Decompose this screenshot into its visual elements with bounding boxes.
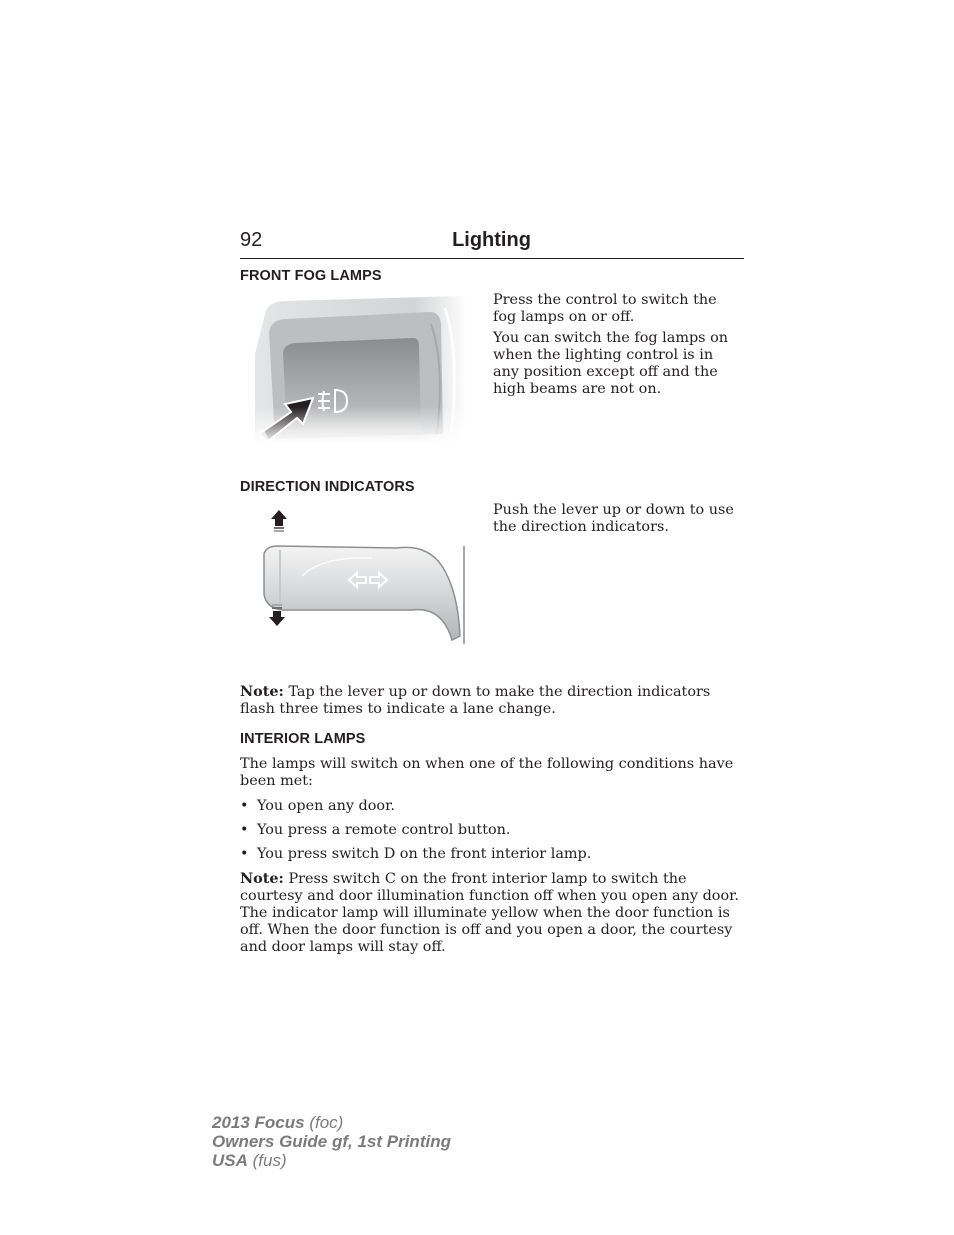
note-label: Note: xyxy=(240,683,284,700)
header-rule xyxy=(240,258,744,259)
note-label: Note: xyxy=(240,870,284,887)
section-heading-front-fog-lamps: FRONT FOG LAMPS xyxy=(240,268,382,284)
note-lane-change xyxy=(240,683,745,718)
direction-indicators-instruction: Push the lever up or down to use the direction indicators. xyxy=(493,502,734,535)
footer: 2013 Focus (foc) Owners Guide gf, 1st Printing USA (fus) xyxy=(212,1113,451,1170)
list-item: • You press switch D on the front interior lamp. xyxy=(240,846,592,862)
section-heading-interior-lamps: INTERIOR LAMPS xyxy=(240,731,366,747)
note-text: Press switch C on the front interior lamp to switch the courtesy and door illumination function off when you open any door. The indicator lamp will illuminate yellow when the door function is off. When the door function is off and you open a door, the courtesy and door lamps will stay off. xyxy=(240,871,740,955)
direction-indicator-lever-illustration xyxy=(262,506,468,646)
bullet-symbol: • xyxy=(240,822,249,838)
list-item: • You press a remote control button. xyxy=(240,822,511,838)
page-number: 92 xyxy=(240,229,263,251)
fog-lamps-condition: You can switch the fog lamps on when the lighting control is in any position except off and the high beams are not on. xyxy=(493,330,729,397)
fog-lamp-switch-illustration xyxy=(255,294,467,444)
note-door-function xyxy=(240,870,745,956)
page-title: Lighting xyxy=(452,229,531,251)
bullet-symbol: • xyxy=(240,846,249,862)
fog-lamps-instruction: Press the control to switch the fog lamps on or off. xyxy=(493,292,717,325)
note-text: Tap the lever up or down to make the direction indicators flash three times to indicate a lane change. xyxy=(240,684,711,717)
section-heading-direction-indicators: DIRECTION INDICATORS xyxy=(240,479,415,495)
bullet-symbol: • xyxy=(240,798,249,814)
interior-lamps-intro: The lamps will switch on when one of the following conditions have been met: xyxy=(240,756,734,789)
list-item: • You open any door. xyxy=(240,798,395,814)
